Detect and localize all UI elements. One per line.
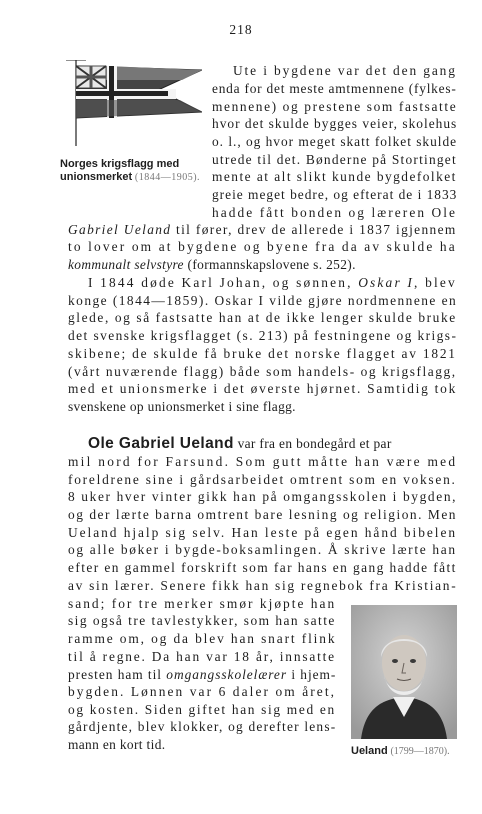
text-segment: det svenske krigsflagget (s. 213) på festningene og krigs- bbox=[68, 328, 458, 343]
text-segment: mil nord for Farsund. Som gutt måtte han være med bbox=[68, 454, 458, 469]
section-line bbox=[68, 595, 336, 612]
text-segment: konge (1844—1859). Oskar I vilde gjøre nordmennene en bbox=[68, 293, 458, 308]
main-line bbox=[68, 398, 296, 415]
emphasis: omgangsskolelærer bbox=[166, 667, 288, 682]
section-line bbox=[68, 701, 336, 718]
section-line bbox=[68, 506, 457, 523]
intro-line: hadde fått bonden og læreren Ole bbox=[212, 205, 458, 220]
main-line bbox=[68, 309, 457, 326]
main-line bbox=[68, 221, 457, 238]
main-line bbox=[68, 238, 457, 255]
text-segment: skibene; de skulde få bruke det norske flagget av 1821 bbox=[68, 346, 457, 361]
main-line bbox=[68, 345, 457, 362]
section-line bbox=[68, 718, 336, 735]
section-line bbox=[68, 648, 336, 665]
section-line bbox=[68, 683, 336, 700]
page-number: 218 bbox=[229, 22, 253, 37]
text-segment: presten ham til bbox=[68, 667, 167, 682]
text-segment: av sin lærer. Senere fikk han sig regnebok fra Kristian- bbox=[68, 578, 458, 593]
portrait-caption-years: (1799—1870). bbox=[390, 746, 450, 757]
text-segment: efter en gammel forskrift som far hans en gang hadde fått bbox=[68, 560, 457, 575]
text-segment: glede, og så fastsatte han at de ikke lenger skulde bruke bbox=[68, 310, 457, 325]
text-segment: og der lærte barna omtrent bare lesning og religion. Men bbox=[68, 507, 458, 522]
text-segment: foreldrene sine i gårdsarbeidet omtrent som en voksen. bbox=[68, 472, 457, 487]
text-segment: (vårt nuværende flagg) både som handels- og krigsflagg, bbox=[68, 364, 457, 379]
intro-line: o. l., og hvor meget skatt folket skulde bbox=[212, 134, 458, 149]
norwegian-war-flag-icon bbox=[62, 60, 202, 146]
text-segment: og kosten. Siden giftet han sig med en bbox=[68, 702, 336, 717]
text-segment: ramme om, og da blev han snart flink bbox=[68, 631, 337, 646]
section-line bbox=[68, 541, 457, 558]
text-segment: til fører, drev de allerede i 1837 igjennem bbox=[171, 222, 457, 237]
text-segment: (formannskapslovene s. 252). bbox=[183, 257, 356, 272]
emphasis: kommunalt selvstyre bbox=[68, 257, 184, 272]
section-line bbox=[68, 577, 457, 594]
emphasis: Oskar I bbox=[358, 275, 415, 290]
intro-line: utrede til det. Bønderne på Stortinget bbox=[212, 152, 457, 167]
main-line bbox=[68, 292, 457, 309]
section-line bbox=[68, 488, 457, 505]
main-line bbox=[68, 256, 356, 273]
flag-caption-years: (1844—1905). bbox=[134, 172, 201, 183]
text-segment: til å regne. Da han var 18 år, innsatte bbox=[68, 649, 336, 664]
section-heading: Ole Gabriel Ueland bbox=[88, 435, 234, 452]
text-segment: og alle bøker i bygde-boksamlingen. Å skrive lærte han bbox=[68, 542, 457, 557]
text-segment: to lover om at bygdene og byene fra da av skulde ha bbox=[68, 239, 457, 254]
heading-rest: var fra en bondegård et par bbox=[233, 436, 392, 451]
section-line bbox=[68, 559, 457, 576]
section-line bbox=[68, 736, 165, 753]
text-segment: 8 uker hver vinter gikk han på omgangsskolen i bygden, bbox=[68, 489, 458, 504]
section-heading-line bbox=[88, 435, 392, 452]
main-line bbox=[68, 380, 457, 397]
text-segment: sand; for tre merker smør kjøpte han bbox=[68, 596, 337, 611]
section-line bbox=[68, 666, 336, 683]
section-line bbox=[68, 524, 457, 541]
text-segment: i hjem- bbox=[287, 667, 337, 682]
portrait-caption bbox=[351, 745, 475, 757]
intro-line: greie meget bedre, og efterat de i 1833 bbox=[212, 187, 458, 202]
flag-illustration bbox=[62, 60, 202, 146]
emphasis: Gabriel Ueland bbox=[68, 222, 172, 237]
section-line bbox=[68, 630, 336, 647]
intro-line: mente at alt slikt kunde bygdefolket bbox=[212, 169, 457, 184]
flag-caption-title-2: unionsmerket bbox=[60, 171, 133, 183]
text-segment: , blev bbox=[414, 275, 457, 290]
section-line bbox=[68, 453, 457, 470]
section-line bbox=[68, 612, 336, 629]
portrait-caption-name: Ueland bbox=[351, 745, 388, 757]
intro-line: mennene) og prestene som fastsatte bbox=[212, 99, 458, 114]
section-line bbox=[68, 471, 457, 488]
text-segment: sig også tre tavlestykker, som han satte bbox=[68, 613, 336, 628]
intro-line: enda for det meste amtmennene (fylkes- bbox=[212, 81, 457, 96]
main-line bbox=[68, 363, 457, 380]
text-segment: mann en kort tid. bbox=[68, 737, 166, 752]
text-segment: Ueland hjalp sig selv. Han leste på egen hånd bibelen bbox=[68, 525, 458, 540]
flag-caption-title-1: Norges krigsflagg med bbox=[60, 158, 180, 170]
text-segment: gårdjente, blev klokker, og derefter lens- bbox=[68, 719, 337, 734]
intro-line: hvor det skulde bygges veier, skolehus bbox=[212, 116, 458, 131]
text-segment: svenskene op unionsmerket i sine flagg. bbox=[68, 399, 296, 414]
main-line bbox=[68, 327, 457, 344]
text-segment: med et unionsmerke i det øverste hjørnet. Samtidig tok bbox=[68, 381, 458, 396]
portrait-image bbox=[351, 605, 457, 739]
text-segment: bygden. Lønnen var 6 daler om året, bbox=[68, 684, 337, 699]
main-line bbox=[88, 274, 457, 291]
text-segment: I 1844 døde Karl Johan, og sønnen, bbox=[88, 275, 359, 290]
portrait-of-ueland-icon bbox=[351, 605, 457, 739]
flag-caption bbox=[60, 158, 210, 184]
intro-line: Ute i bygdene var det den gang bbox=[233, 63, 457, 78]
